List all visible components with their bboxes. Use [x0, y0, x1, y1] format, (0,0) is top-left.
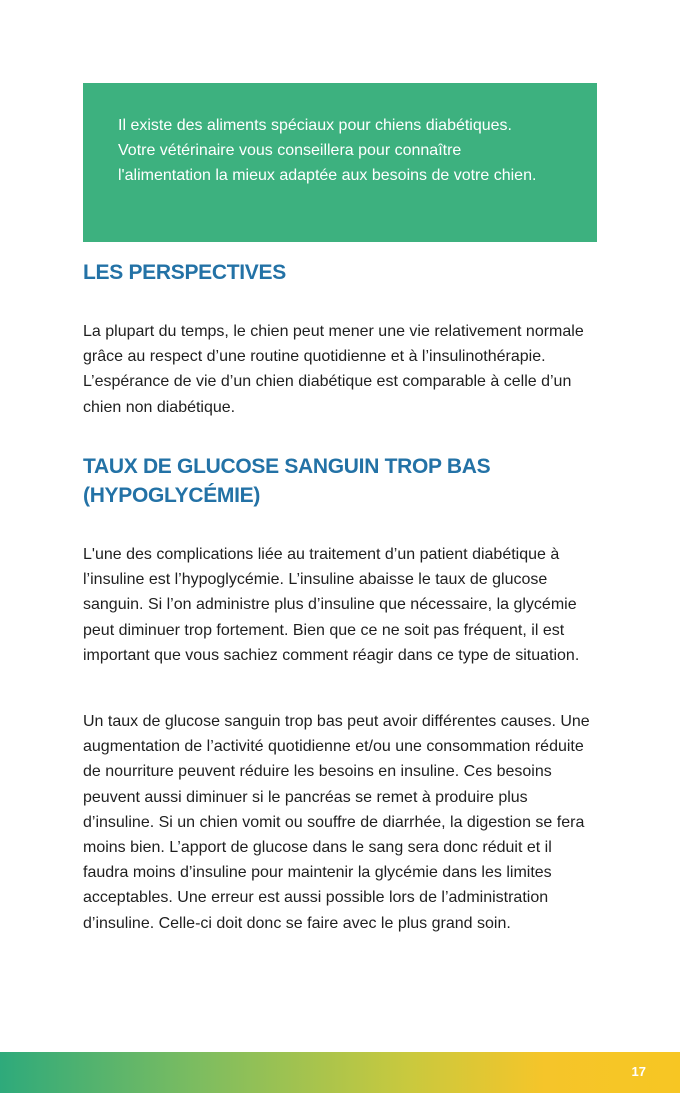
- info-callout-box: [83, 83, 597, 242]
- section-heading-perspectives: LES PERSPECTIVES: [83, 261, 286, 284]
- paragraph-hypoglycemia-1: L'une des complications liée au traitement d’un patient diabétique à l’insuline est l’hypoglycémie. L’insuline abaisse le taux de glucose sanguin. Si l’on administre plus d’insuline que nécessaire, la glycémie peut diminuer trop fortement. Bien que ce ne soit pas fréquent, il est important que vous sachiez comment réagir dans ce type de situation.: [83, 546, 580, 664]
- paragraph-perspectives: La plupart du temps, le chien peut mener une vie relativement normale grâce au respect d’une routine quotidienne et à l’insulinothérapie. L’espérance de vie d’un chien diabétique est comparable à celle d’un chien non diabétique.: [83, 323, 584, 416]
- callout-text: Il existe des aliments spéciaux pour chiens diabétiques. Votre vétérinaire vous conseillera pour connaître l'alimentation la mieux adaptée aux besoins de votre chien.: [118, 117, 537, 184]
- paragraph-hypoglycemia-2: Un taux de glucose sanguin trop bas peut avoir différentes causes. Une augmentation de l’activité quotidienne et/ou une consommation réduite de nourriture peuvent réduire les besoins en insuline. Ces besoins peuvent aussi diminuer si le pancréas se remet à produire plus d’insuline. Si un chien vomit ou souffre de diarrhée, la digestion se fera moins bien. L’apport de glucose dans le sang sera donc réduit et il faudra moins d’insuline pour maintenir la glycémie dans les limites acceptables. Une erreur est aussi possible lors de l’administration d’insuline. Celle-ci doit donc se faire avec le plus grand soin.: [83, 713, 590, 932]
- footer-gradient-band: [0, 1052, 680, 1093]
- section-heading-hypoglycemia: TAUX DE GLUCOSE SANGUIN TROP BAS (HYPOGLYCÉMIE): [83, 455, 491, 507]
- page-number: 17: [631, 1064, 646, 1079]
